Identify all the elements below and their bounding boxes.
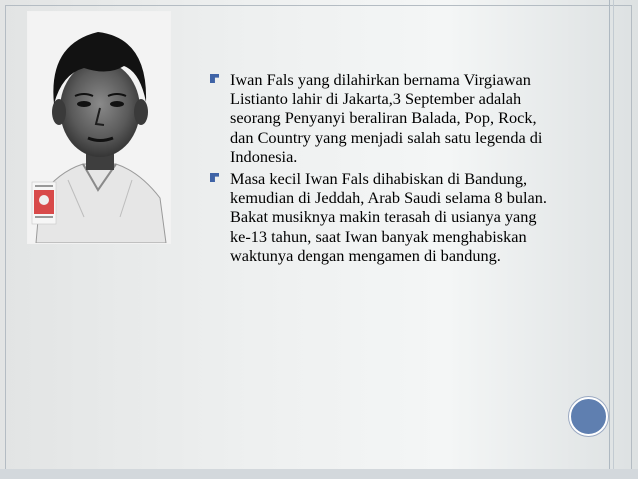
bullet-list xyxy=(210,70,550,268)
decorative-circle-icon xyxy=(569,397,608,436)
portrait-photo xyxy=(27,11,171,244)
bullet-text: Iwan Fals yang dilahirkan bernama Virgiawan Listianto lahir di Jakarta,3 September adalah seorang Penyanyi beraliran Balada, Pop, Rock, dan Country yang menjadi salah satu legenda di Indonesia. xyxy=(230,70,543,166)
square-bullet-icon xyxy=(210,74,219,83)
decorative-vertical-line xyxy=(609,0,610,479)
bottom-band xyxy=(0,469,638,479)
bullet-text: Masa kecil Iwan Fals dihabiskan di Bandung, kemudian di Jeddah, Arab Saudi selama 8 bulan. Bakat musiknya makin terasah di usianya yang ke-13 tahun, saat Iwan banyak menghabiskan waktunya dengan mengamen di bandung. xyxy=(230,169,547,265)
list-item xyxy=(210,70,550,166)
decorative-vertical-line-inner xyxy=(613,0,614,479)
list-item xyxy=(210,169,550,265)
square-bullet-icon xyxy=(210,173,219,182)
portrait-photo-icon xyxy=(28,12,170,243)
sticker-logo-icon xyxy=(32,182,56,224)
